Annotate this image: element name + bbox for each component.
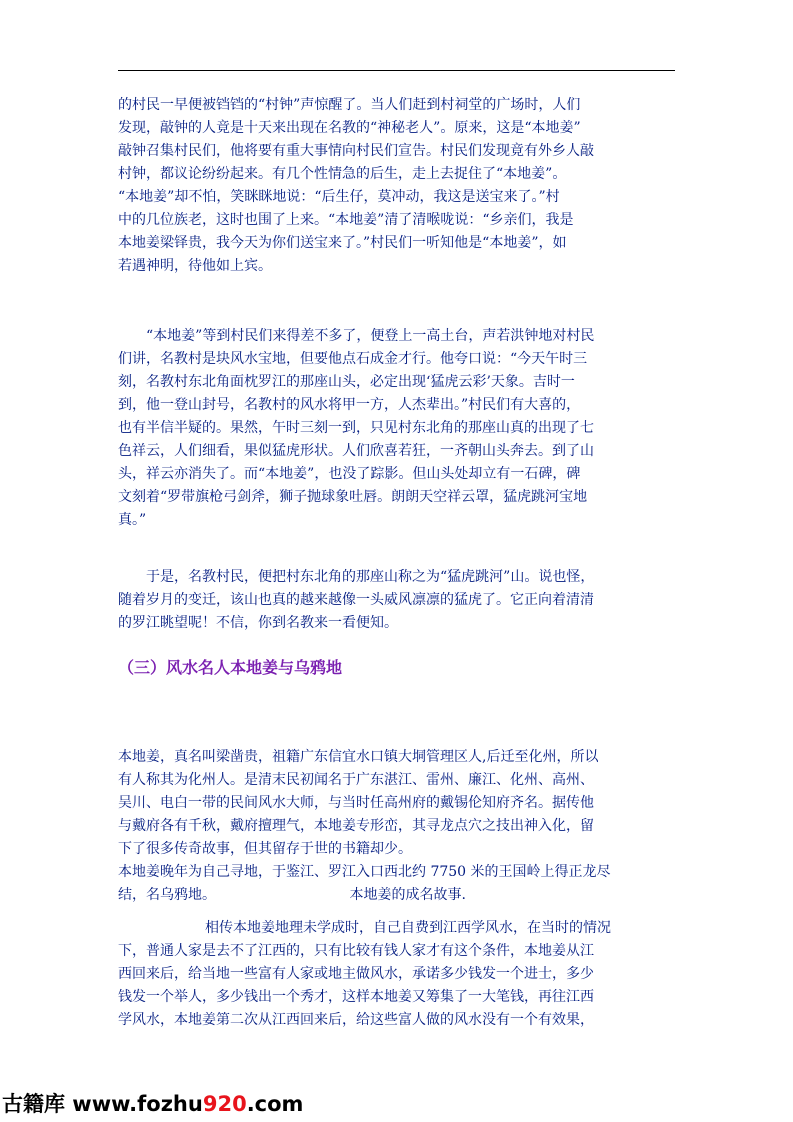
text-line: 也有半信半疑的。果然，午时三刻一到，只见村东北角的那座山真的出现了七 [118,420,594,436]
text-line: 与戴府各有千秋，戴府擅理气，本地姜专形峦，其寻龙点穴之技出神入化，留 [118,818,594,834]
text-line: 西回来后，给当地一些富有人家或地主做风水，承诺多少钱发一个进士，多少 [118,966,594,982]
text-line: 的村民一早便被铛铛的“村钟”声惊醒了。当人们赶到村祠堂的广场时，人们 [118,97,581,113]
site-watermark [2,1089,303,1119]
text-line: 于是，名教村民，便把村东北角的那座山称之为“猛虎跳河”山。说也怪， [146,569,595,585]
text-line: 敲钟召集村民们，他将要有重大事情向村民们宣告。村民们发现竟有外乡人敲 [118,143,594,159]
text-line: 若遇神明，待他如上宾。 [118,258,272,274]
section-heading: （三）风水名人本地姜与乌鸦地 [118,658,343,677]
text-line: 头，祥云亦消失了。而“本地姜”，也没了踪影。但山头处却立有一石碑，碑 [118,466,581,482]
text-line: 本地姜梁铎贵，我今天为你们送宝来了。”村民们一听知他是“本地姜”，如 [118,235,567,251]
text-line: 发现，敲钟的人竟是十天来出现在名教的“神秘老人”。原来，这是“本地姜” [118,120,581,136]
text-line: 吴川、电白一带的民间风水大师，与当时任高州府的戴锡伦知府齐名。据传他 [118,795,594,811]
text-line: 下了很多传奇故事，但其留存于世的书籍却少。 [118,841,412,857]
text-line: 们讲，名教村是块风水宝地，但要他点石成金才行。他夸口说：“今天午时三 [118,351,588,367]
text-line: 色祥云，人们细看，果似猛虎形状。人们欣喜若狂，一齐朝山头奔去。到了山 [118,443,594,459]
text-line: 的罗江眺望呢！不信，你到名教来一看便知。 [118,615,398,631]
text-line: 随着岁月的变迁，该山也真的越来越像一头威风凛凛的猛虎了。它正向着清清 [118,592,594,608]
watermark-prefix: 古籍库 www.fozhu [2,1092,203,1116]
text-line: 刻，名教村东北角面枕罗江的那座山头，必定出现‘猛虎云彩’天象。吉时一 [118,374,575,390]
watermark-number: 920 [202,1092,247,1116]
text-line: 钱发一个举人，多少钱出一个秀才，这样本地姜又筹集了一大笔钱，再往江西 [118,989,594,1005]
text-line: 本地姜，真名叫梁凿贵，祖籍广东信宜水口镇大垌管理区人,后迁至化州，所以 [118,749,599,765]
watermark-suffix: .com [246,1092,304,1116]
text-line: 中的几位族老，这时也围了上来。“本地姜”清了清喉咙说：“乡亲们，我是 [118,212,574,228]
text-line: 文刻着“罗带旗枪弓剑斧，狮子抛球象吐唇。朗朗天空祥云罩，猛虎跳河宝地 [118,489,588,505]
text-line: 真。” [118,512,147,528]
text-line: 结，名乌鸦地。 本地姜的成名故事. [118,887,466,903]
text-line: 相传本地姜地理未学成时，自己自费到江西学风水，在当时的情况 [205,920,611,936]
header-rule [118,70,675,71]
text-line: “本地姜”却不怕，笑眯眯地说：“后生仔，莫冲动，我这是送宝来了。”村 [118,189,560,205]
text-line: “本地姜”等到村民们来得差不多了，便登上一高土台，声若洪钟地对村民 [146,328,595,344]
text-line: 下，普通人家是去不了江西的，只有比较有钱人家才有这个条件，本地姜从江 [118,943,594,959]
text-line: 本地姜晚年为自己寻地，于鉴江、罗江入口西北约 7750 米的王国岭上得正龙尽 [118,864,611,880]
text-line: 学风水，本地姜第二次从江西回来后，给这些富人做的风水没有一个有效果， [118,1012,594,1028]
text-line: 村钟，都议论纷纷起来。有几个性情急的后生，走上去捉住了“本地姜”。 [118,166,567,182]
text-line: 到，他一登山封号，名教村的风水将甲一方，人杰辈出。”村民们有大喜的， [118,397,581,413]
text-line: 有人称其为化州人。是清末民初闻名于广东湛江、雷州、廉江、化州、高州、 [118,772,594,788]
